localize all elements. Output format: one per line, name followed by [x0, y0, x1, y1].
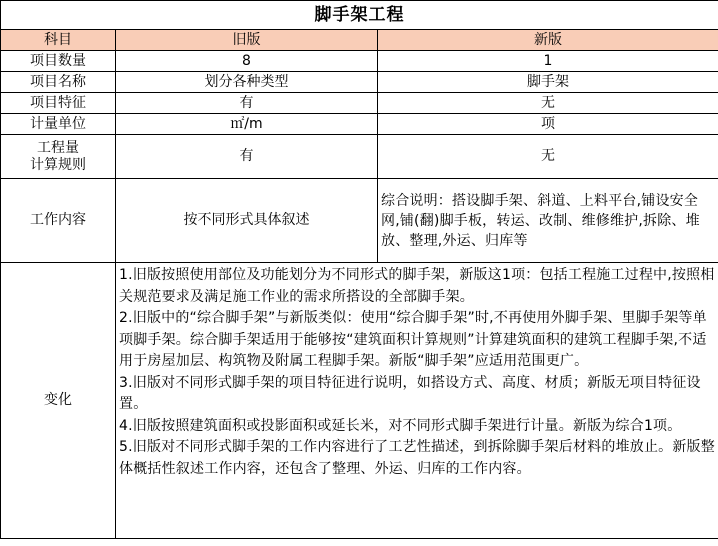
table-row: [1, 135, 718, 179]
row-label-line2: 计算规则: [30, 156, 86, 173]
row-label: 项目名称: [1, 72, 116, 93]
row-old-value: 8: [116, 51, 378, 72]
header-new: 新版: [378, 30, 718, 51]
row-label: 项目特征: [1, 93, 116, 114]
row-old-value: ㎡/m: [116, 114, 378, 135]
row-old-value: 按不同形式具体叙述: [116, 179, 378, 263]
row-old-value: 有: [116, 135, 378, 179]
row-label: 变化: [1, 263, 116, 539]
row-old-value: 有: [116, 93, 378, 114]
row-label: 计量单位: [1, 114, 116, 135]
header-subject: 科目: [1, 30, 116, 51]
change-item: 4.旧版按照建筑面积或投影面积或延长米，对不同形式脚手架进行计量。新版为综合1项。: [119, 417, 682, 434]
table-row: [1, 114, 718, 135]
table-row: [1, 51, 718, 72]
row-new-value: 无: [378, 135, 718, 179]
table-row: [1, 263, 718, 539]
row-old-value: 划分各种类型: [116, 72, 378, 93]
table-row: [1, 72, 718, 93]
change-item: 2.旧版中的“综合脚手架”与新版类似：使用“综合脚手架”时,不再使用外脚手架、里脚手架等单项脚手架。综合脚手架适用于能够按“建筑面积计算规则”计算建筑面积的建筑工程脚手架,不适用于房屋加层、构筑物及附属工程脚手架。新版“脚手架”应适用范围更广。: [119, 310, 707, 369]
change-item: 5.旧版对不同形式脚手架的工作内容进行了工艺性描述，到拆除脚手架后材料的堆放止。新版整体概括性叙述工作内容，还包含了整理、外运、归库的工作内容。: [119, 439, 715, 477]
change-item: 1.旧版按照使用部位及功能划分为不同形式的脚手架，新版这1项：包括工程施工过程中,按照相关规范要求及满足施工作业的需求所搭设的全部脚手架。: [119, 267, 715, 305]
header-old: 旧版: [116, 30, 378, 51]
row-label: [1, 135, 116, 179]
row-label-line1: 工程量: [37, 139, 79, 156]
row-new-value: 1: [378, 51, 718, 72]
row-label: 工作内容: [1, 179, 116, 263]
table-row: [1, 179, 718, 263]
row-new-value: 脚手架: [378, 72, 718, 93]
row-new-value: 项: [378, 114, 718, 135]
table-title: 脚手架工程: [1, 1, 718, 30]
table-row: [1, 93, 718, 114]
row-new-value: 综合说明：搭设脚手架、斜道、上料平台,铺设安全网,铺(翻)脚手板，转运、改制、维修维护,拆除、堆放、整理,外运、归库等: [378, 179, 718, 263]
change-item: 3.旧版对不同形式脚手架的项目特征进行说明，如搭设方式、高度、材质；新版无项目特征设置。: [119, 374, 701, 412]
row-label: 项目数量: [1, 51, 116, 72]
change-description: [116, 263, 718, 539]
row-new-value: 无: [378, 93, 718, 114]
